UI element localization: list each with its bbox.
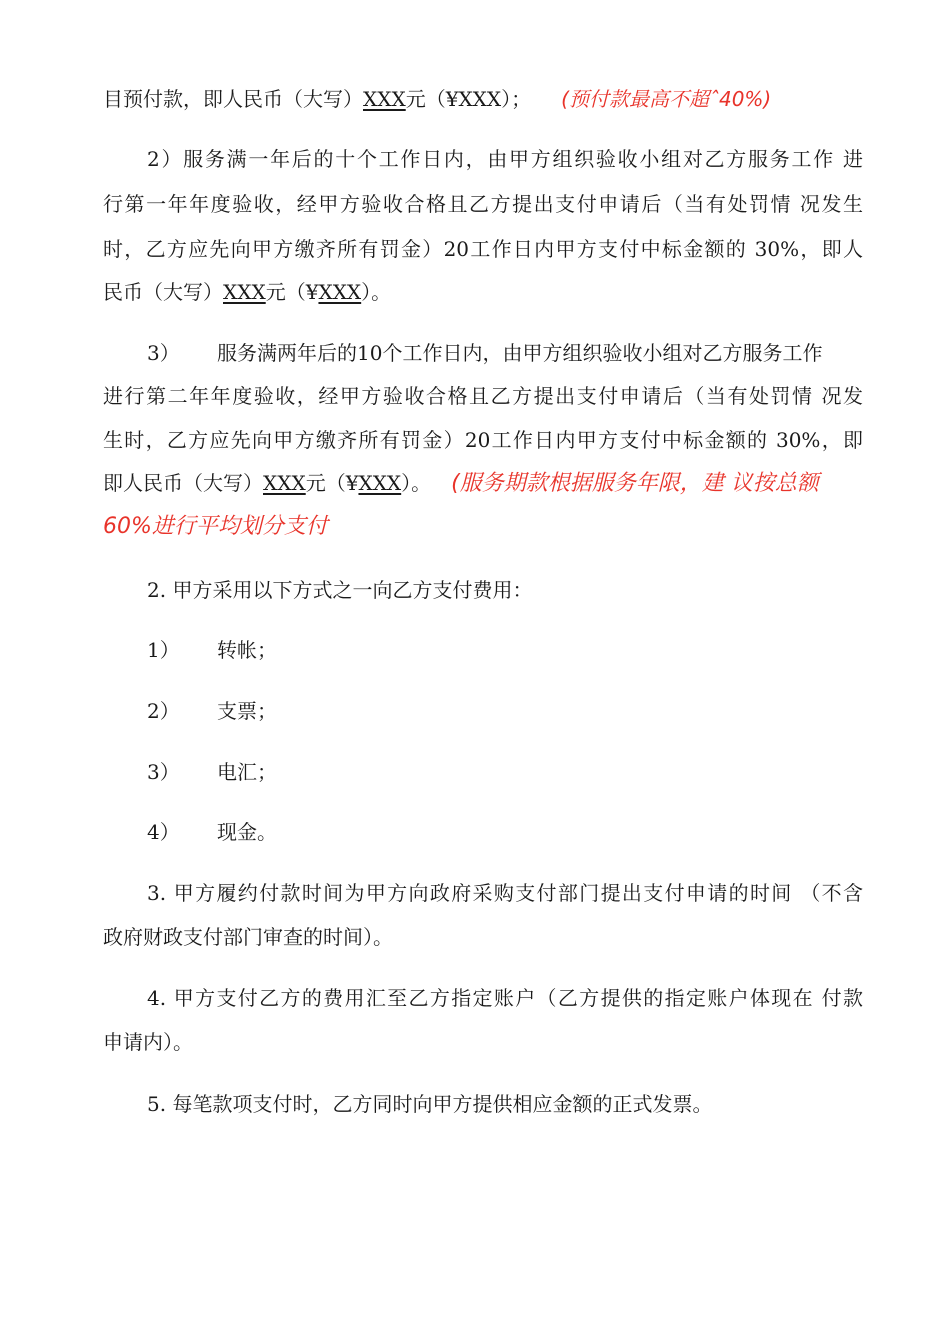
year1-line-2: 行第一年年度验收，经甲方验收合格且乙方提出支付申请后（当有处罚情 况发生 <box>103 192 863 216</box>
year1-amount-words: XXX <box>223 280 266 304</box>
method-item-1: 1） 转帐； <box>147 638 277 662</box>
payment-time-line-1: 3. 甲方履约付款时间为甲方向政府采购支付部门提出支付申请的时间 （不含 <box>147 881 863 905</box>
year1-line-1: 2）服务满一年后的十个工作日内，由甲方组织验收小组对乙方服务工作 进 <box>147 147 863 171</box>
method-item-2: 2） 支票； <box>147 699 277 723</box>
account-line-1: 4. 甲方支付乙方的费用汇至乙方指定账户（乙方提供的指定账户体现在 付款 <box>147 986 863 1010</box>
prepayment-note: (预付款最高不超ˆ40%) <box>561 87 772 111</box>
invoice-line: 5. 每笔款项支付时，乙方同时向甲方提供相应金额的正式发票。 <box>147 1092 713 1116</box>
year2-amount-num: XXX <box>358 471 402 495</box>
year2-number: 3） <box>147 341 180 365</box>
year1-line-4: 民币（大写）XXX元（¥XXX）。 <box>103 280 392 304</box>
prepayment-amount-num: 元（¥XXX）； <box>405 87 532 111</box>
year2-line-2: 进行第二年年度验收，经甲方验收合格且乙方提出支付申请后（当有处罚情 况发 <box>103 384 863 408</box>
account-line-2: 申请内）。 <box>103 1030 193 1054</box>
prepayment-text: 目预付款，即人民币（大写） <box>103 87 363 111</box>
year2-note-line-1: (服务期款根据服务年限，建 议按总额 <box>451 471 819 496</box>
payment-time-line-2: 政府财政支付部门审查的时间）。 <box>103 925 393 949</box>
prepayment-amount-words: XXX <box>363 87 406 111</box>
year1-line-3: 时，乙方应先向甲方缴齐所有罚金）20工作日内甲方支付中标金额的 30%，即人 <box>103 237 863 261</box>
prepayment-line <box>103 84 863 114</box>
year1-amount-num: XXX <box>318 280 362 304</box>
payment-methods-heading: 2. 甲方采用以下方式之一向乙方支付费用： <box>147 578 533 602</box>
method-item-3: 3） 电汇； <box>147 760 277 784</box>
year2-note-line-2: 60%进行平均划分支付 <box>103 514 328 539</box>
method-item-4: 4） 现金。 <box>147 820 277 844</box>
year2-line-1: 3） 服务满两年后的10个工作日内，由甲方组织验收小组对乙方服务工作 <box>147 338 863 368</box>
year2-line-3: 生时，乙方应先向甲方缴齐所有罚金）20工作日内甲方支付中标金额的 30%，即 <box>103 428 863 452</box>
year2-amount-words: XXX <box>263 471 306 495</box>
year2-line-4: 即人民币（大写）XXX元（¥XXX）。 (服务期款根据服务年限，建 议按总额 <box>103 471 819 496</box>
